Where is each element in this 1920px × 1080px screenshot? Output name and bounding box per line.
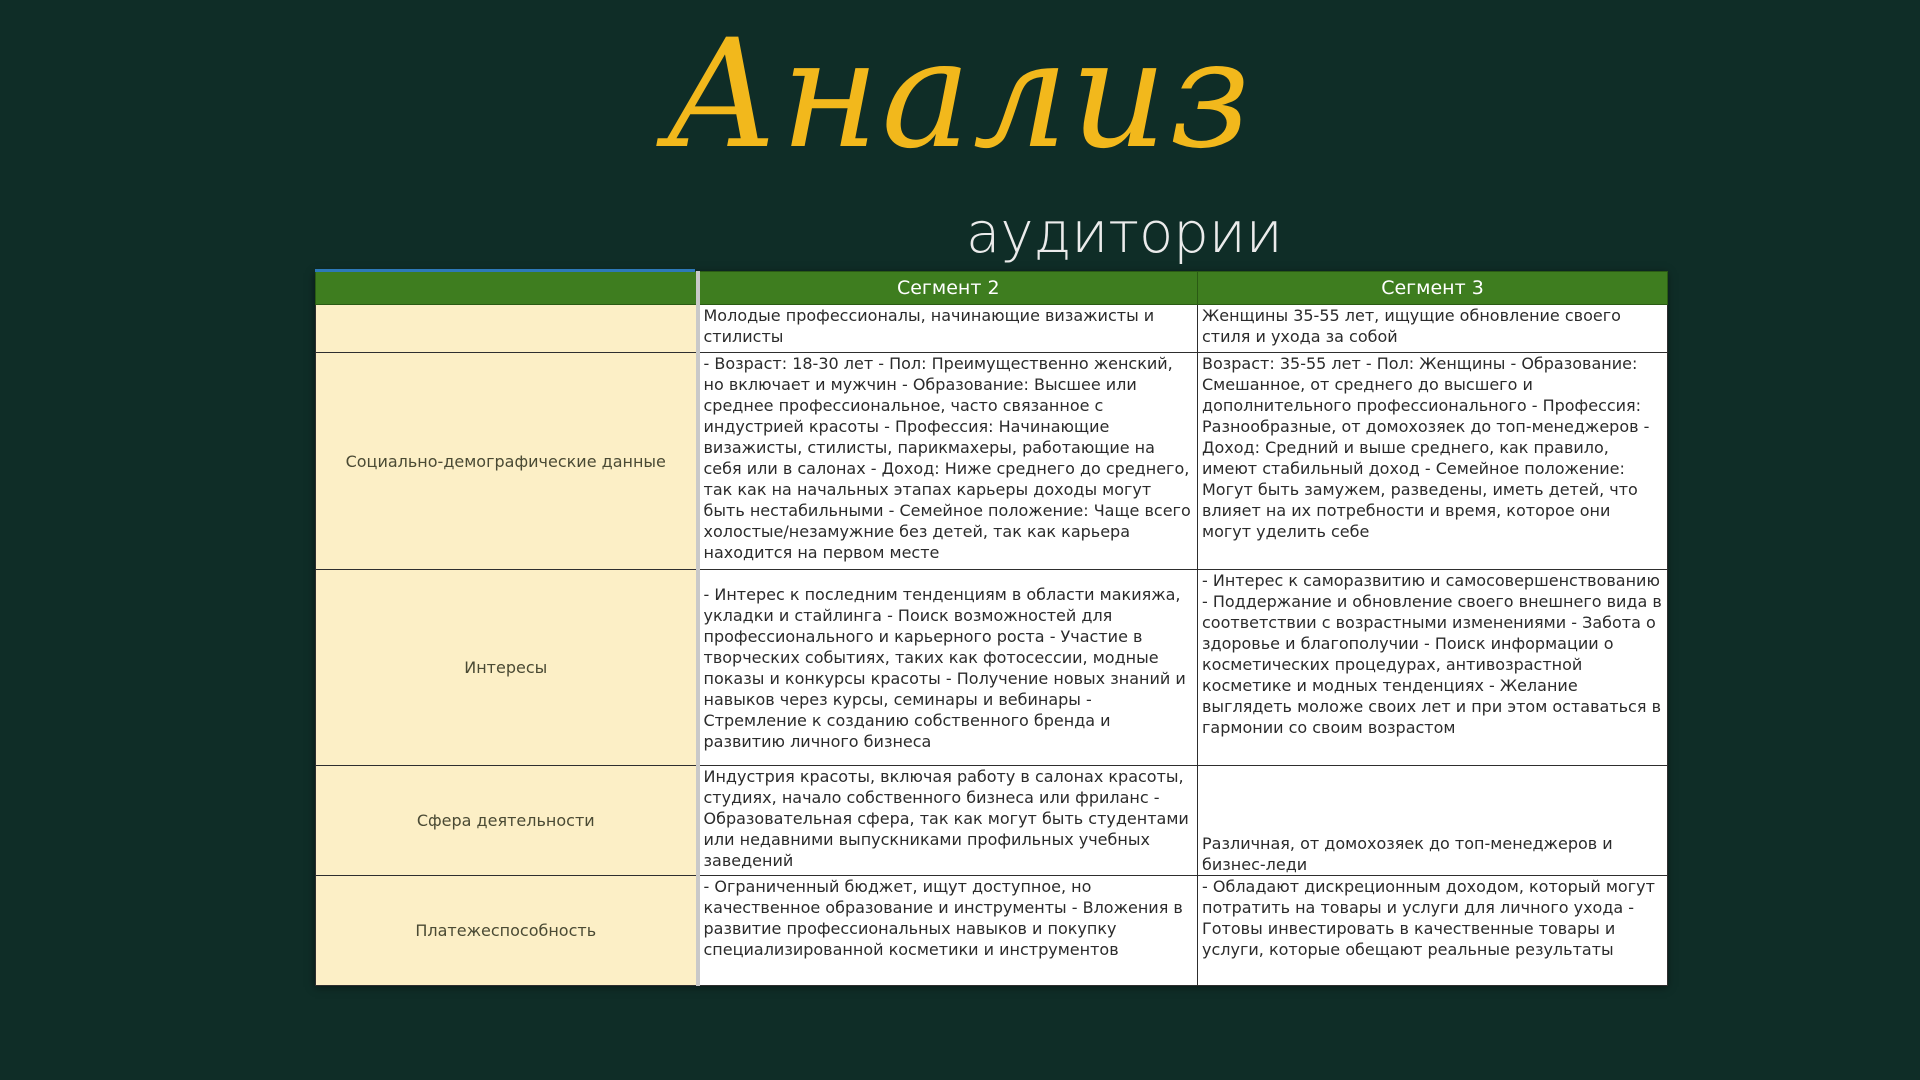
audience-table-grid: [315, 271, 1668, 986]
segment-2-cell: - Интерес к последним тенденциям в области макияжа, укладки и стайлинга - Поиск возможностей для профессионального и карьерного роста - Участие в творческих событиях, таких как фотосессии, модные показы и конкурсы красоты - Получение новых знаний и навыков через курсы, семинары и вебинары - Стремление к созданию собственного бренда и развитию личного бизнеса: [698, 570, 1198, 766]
header-cell-segment-2: Сегмент 2: [698, 272, 1198, 305]
segment-3-cell: Различная, от домохозяек до топ-менеджеров и бизнес-леди: [1198, 766, 1668, 876]
header-accent-line: [315, 269, 695, 272]
row-label: Платежеспособность: [316, 876, 698, 986]
segment-3-cell: Женщины 35-55 лет, ищущие обновление своего стиля и ухода за собой: [1198, 305, 1668, 353]
segment-2-cell: Индустрия красоты, включая работу в салонах красоты, студиях, начало собственного бизнеса или фриланс - Образовательная сфера, так как могут быть студентами или недавними выпускниками профильных учебных заведений: [698, 766, 1198, 876]
table-row: [316, 353, 1668, 570]
header-cell-empty: [316, 272, 698, 305]
audience-table: [315, 271, 1667, 985]
segment-3-cell: Возраст: 35-55 лет - Пол: Женщины - Образование: Смешанное, от среднего до высшего и дополнительного профессионального - Профессия: Разнообразные, от домохозяек до топ-менеджеров - Доход: Средний и выше среднего, как правило, имеют стабильный доход - Семейное положение: Могут быть замужем, разведены, иметь детей, что влияет на их потребности и время, которое они могут уделить себе: [1198, 353, 1668, 570]
table-header-row: [316, 272, 1668, 305]
table-row: [316, 766, 1668, 876]
segment-2-cell: - Возраст: 18-30 лет - Пол: Преимущественно женский, но включает и мужчин - Образование: Высшее или среднее профессиональное, часто связанное с индустрией красоты - Профессия: Начинающие визажисты, стилисты, парикмахеры, работающие на себя или в салонах - Доход: Ниже среднего до среднего, так как на начальных этапах карьеры доходы могут быть нестабильными - Семейное положение: Чаще всего холостые/незамужние без детей, так как карьера находится на первом месте: [698, 353, 1198, 570]
segment-3-cell: - Интерес к саморазвитию и самосовершенствованию - Поддержание и обновление своего внешнего вида в соответствии с возрастными изменениями - Забота о здоровье и благополучии - Поиск информации о косметических процедурах, антивозрастной косметике и модных тенденциях - Желание выглядеть моложе своих лет и при этом оставаться в гармонии со своим возрастом: [1198, 570, 1668, 766]
segment-2-cell: - Ограниченный бюджет, ищут доступное, но качественное образование и инструменты - Вложения в развитие профессиональных навыков и покупку специализированной косметики и инструментов: [698, 876, 1198, 986]
segment-2-cell: Молодые профессионалы, начинающие визажисты и стилисты: [698, 305, 1198, 353]
row-label: Сфера деятельности: [316, 766, 698, 876]
header-cell-segment-3: Сегмент 3: [1198, 272, 1668, 305]
slide-title: Анализ: [665, 8, 1253, 182]
row-label: [316, 305, 698, 353]
row-label: Социально-демографические данные: [316, 353, 698, 570]
row-label: Интересы: [316, 570, 698, 766]
segment-3-cell: - Обладают дискреционным доходом, который могут потратить на товары и услуги для личного ухода - Готовы инвестировать в качественные товары и услуги, которые обещают реальные результаты: [1198, 876, 1668, 986]
table-row: [316, 570, 1668, 766]
table-row: [316, 305, 1668, 353]
slide-subtitle: аудитории: [966, 201, 1283, 266]
table-row: [316, 876, 1668, 986]
